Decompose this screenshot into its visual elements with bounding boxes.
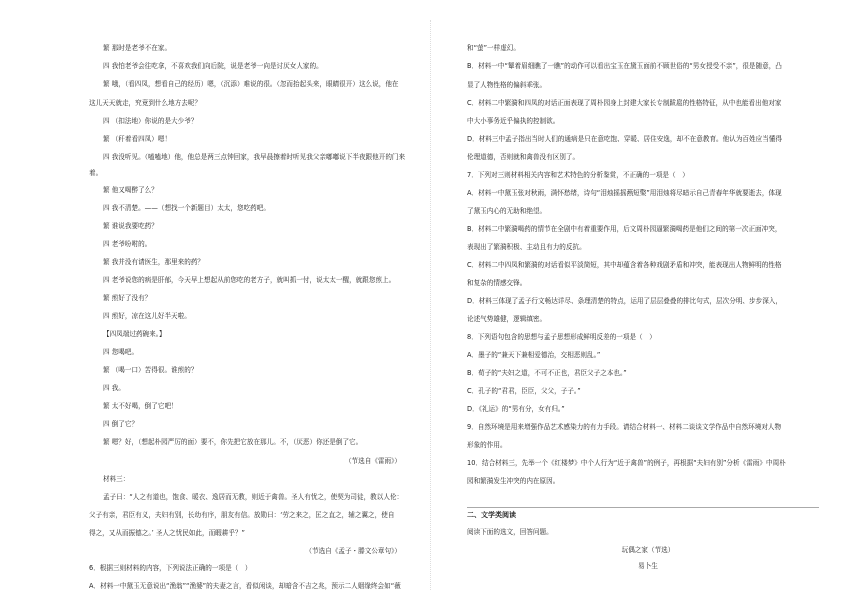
text-line: 繁 （喝一口）苦得很。谁煎的？ (103, 366, 198, 374)
text-line: C．材料二中繁漪和四凤的对话正面表现了周朴园身上封建大家长专制跋扈的性格特征，从中也能看出他对家 (467, 99, 782, 107)
text-line: 繁 太不好喝，倒了它吧！ (103, 402, 178, 410)
section-heading: 二、文学类阅读 (467, 511, 516, 519)
text-line: C．孔子的“君君，臣臣，父父，子子。” (467, 387, 581, 395)
text-line: 10．结合材料三，先举一个《红楼梦》中个人行为“近于禽兽”的例子，再根据“夫妇有别”分析《雷雨》中周朴 (467, 459, 786, 467)
text-line: 四 您喝吧。 (103, 348, 139, 356)
text-line: 和“萤”一样虚幻。 (467, 44, 520, 52)
text-line: 材料三： (103, 475, 130, 483)
text-line: 四 我没听见。（嗑嗑地）他，他总是两三点钟回家，我早晨擦着时听见我父亲嘟嘟说下半夜跟他开的门来 (103, 153, 406, 161)
text-line: 四 我。 (103, 384, 125, 392)
text-line: 繁 谁说我要吃药？ (103, 222, 158, 230)
text-line: 园和繁漪发生冲突的内在原因。 (467, 477, 560, 485)
text-line: 四 （扣法地）你说的是大少爷？ (103, 117, 198, 125)
text-line: 玩偶之家（节选） (621, 546, 675, 554)
text-line: 阅读下面的选文，回答问题。 (467, 528, 553, 536)
text-line: 繁 煎好了没有？ (103, 294, 152, 302)
text-line: 伦理道德，否则就和禽兽没有区别了。 (467, 153, 580, 161)
text-line: 繁 哦，（看四凤，想看自己的经历）嗯，（沉添）难说的很。（忽而抬起头来，眼睛很开）这么说，他在 (103, 80, 399, 88)
text-line: 四 煎好，凉在这儿好半天啦。 (103, 312, 191, 320)
text-line: 中大小事务近乎偏执的控制欲。 (467, 117, 560, 125)
text-line: C．材料二中四凤和繁漪的对话看似平淡简短，其中却蕴含着各种戏剧矛盾和冲突，能表现出人物鲜明的性格 (467, 261, 782, 269)
text-line: 7．下列对三则材料相关内容和艺术特色的分析鉴赏，不正确的一项是（ ） (467, 171, 689, 179)
text-line: 和复杂的情感交锋。 (467, 279, 527, 287)
text-line: 孟子曰：“人之有道也，饱食、暖衣、逸居而无教，则近于禽兽。圣人有忧之，使契为司徒，教以人伦： (103, 493, 404, 501)
text-line: 这儿天天就走，究竟到什么地方去呢？ (89, 99, 202, 107)
text-line: （节选自《孟子・滕文公章句》） (305, 547, 401, 555)
text-line: A．材料一中黛玉无意说出“渔翁”“渔婆”的夫妻之言，看似闲谈，却暗含不吉之兆，预示二人姻缘终会如“薇 (89, 582, 401, 590)
text-line: 四 老爷吩咐的。 (103, 240, 152, 248)
text-line: D．材料三体现了孟子行文畅达详尽、条理清楚的特点，运用了层层叠叠的排比句式，层次分明、步步深入， (467, 297, 782, 305)
text-line: 繁 那时是老爷不在家。 (103, 44, 172, 52)
text-line: 论述气势雄健，逻辑缜密。 (467, 315, 547, 323)
text-line: 繁 嗯？好，（想起朴园严厉的面）要不，你先把它放在那儿。不，（厌恶）你还是倒了它。 (103, 438, 363, 446)
text-line: 繁 （秆着看四凤）嗯！ (103, 135, 172, 143)
text-line: B．荀子的“夫妇之道，不可不正也，君臣父子之本也。” (467, 369, 627, 377)
section-rule (467, 507, 819, 508)
text-line: D．《礼运》的“男有分，女有归。” (467, 405, 565, 413)
column-divider (430, 20, 431, 590)
text-line: B．材料二中繁漪喝药的情节在全剧中有着重要作用，后文周朴园逼繁漪喝药是他们之间的第一次正面冲突， (467, 225, 782, 233)
text-line: 显了人物性格的偏斜乖张。 (467, 81, 547, 89)
text-line: 着。 (89, 169, 103, 177)
text-line: 四 老爷说您的病是肝郁，今天早上想起从前您吃的老方子，就叫抓一付，说太太一醒，就跟您煎上。 (103, 276, 396, 284)
text-line: 表现出了繁漪积极、主动且有力的反抗。 (467, 243, 586, 251)
text-line: B．材料一中“颦着眉细瞧了一瞧”的动作可以看出宝玉在黛玉面前不顾世俗的“男女授受不亲”，很是随意，凸 (467, 62, 782, 70)
text-line: 四 倒了它？ (103, 420, 139, 428)
text-line: 易卜生 (638, 562, 658, 570)
text-line: 繁 他又喝醉了么？ (103, 186, 158, 194)
text-line: D．材料三中孟子指出当时人们的通病是只在意吃饱、穿暖、居住安逸，却不在意教育。他认为百姓应当懂得 (467, 135, 782, 143)
text-line: 四 我不清楚。——（想找一个新题目）太太，您吃药吧。 (103, 204, 270, 212)
text-line: A．墨子的“兼天下兼相爱德治，交相恶则乱。” (467, 351, 601, 359)
text-line: 8．下列语句包含的思想与孟子思想形成鲜明反差的一项是（ ） (467, 333, 656, 341)
text-line: 了黛玉内心的无助和绝望。 (467, 207, 547, 215)
text-line: 9．自然环境是用来增强作品艺术感染力的有力手段。请结合材料一、材料二谈谈文学作品中自然环境对人物 (467, 423, 782, 431)
text-line: 四 我怕老爷会往吃拿，不喜欢我们向后院，说是老爷一向是讨厌女人家的。 (103, 62, 323, 70)
text-line: 得之，又从而振德之。’ 圣人之忧民如此，而暇耕乎？” (89, 529, 245, 537)
text-line: 繁 我并没有请医生，那里来的药？ (103, 258, 205, 266)
text-line: 形象的作用。 (467, 441, 507, 449)
text-line: 6．根据三则材料的内容，下列说法正确的一项是（ ） (89, 564, 252, 572)
text-line: 父子有亲，君臣有义，夫妇有别，长幼有序，朋友有信。放勋曰：‘劳之来之，匡之直之，辅之翼之，使自 (89, 511, 395, 519)
text-line: （节选自《雷雨》） (344, 457, 401, 465)
text-line: A．材料一中黛玉张对秋雨，满怀愁绪，诗句“泪烛摇摇爇短檠”用泪烛将尽暗示自己青春年华就要逝去，体现 (467, 189, 782, 197)
text-line: 【四凤端过药碗来。】 (103, 330, 166, 338)
